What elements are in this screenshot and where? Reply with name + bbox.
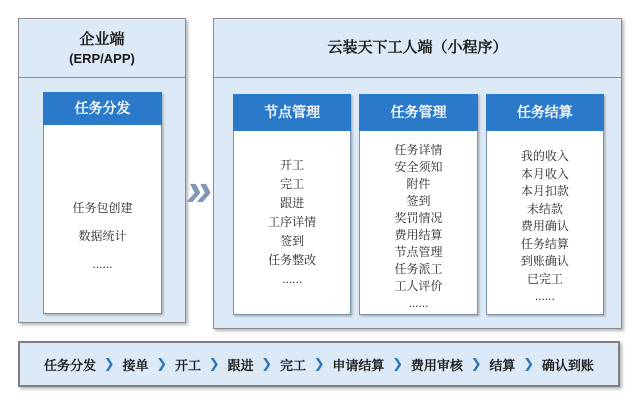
enterprise-title: 企业端 bbox=[79, 30, 125, 48]
module-columns bbox=[233, 94, 604, 315]
chevron-right-icon: ❯ bbox=[392, 356, 404, 371]
chevron-right-icon: ❯ bbox=[261, 356, 273, 371]
list-item: 开工 bbox=[280, 158, 305, 172]
list-item: 完工 bbox=[280, 177, 305, 191]
list-item: 节点管理 bbox=[394, 245, 443, 259]
enterprise-subtitle: (ERP/APP) bbox=[69, 50, 135, 66]
chevron-right-icon: ❯ bbox=[523, 356, 535, 371]
flow-step: 开工 bbox=[174, 357, 201, 373]
list-item: 任务包创建 bbox=[72, 201, 133, 215]
enterprise-panel-header bbox=[19, 19, 185, 78]
list-item: 任务结算 bbox=[520, 236, 569, 251]
task-dispatch-card-header: 任务分发 bbox=[43, 92, 162, 125]
task-dispatch-card bbox=[43, 92, 162, 314]
list-item: 签到 bbox=[406, 194, 431, 208]
flow-step: 完工 bbox=[279, 357, 306, 373]
list-item: 工人评价 bbox=[394, 279, 443, 293]
node-management-card bbox=[233, 94, 351, 315]
list-item: 任务派工 bbox=[394, 262, 443, 276]
list-item: 工序详情 bbox=[268, 215, 317, 229]
chevron-right-icon: ❯ bbox=[470, 356, 482, 371]
node-management-card-header: 节点管理 bbox=[233, 94, 351, 131]
list-item: ...... bbox=[92, 257, 113, 271]
double-chevron-icon: » bbox=[186, 163, 212, 215]
chevron-right-icon: ❯ bbox=[156, 356, 168, 371]
list-item: 数据统计 bbox=[78, 229, 127, 243]
flow-step: 费用审核 bbox=[410, 357, 463, 373]
list-item: 我的收入 bbox=[520, 149, 569, 163]
list-item: 任务详情 bbox=[394, 143, 443, 157]
chevron-right-icon: ❯ bbox=[313, 356, 325, 371]
task-management-card bbox=[359, 94, 477, 315]
list-item: 跟进 bbox=[280, 196, 305, 210]
list-item: 本月收入 bbox=[520, 166, 569, 181]
worker-panel-header bbox=[214, 19, 621, 78]
list-item: 已完工 bbox=[526, 271, 563, 286]
task-settlement-card-body bbox=[487, 130, 603, 314]
worker-title: 云装天下工人端（小程序） bbox=[327, 39, 508, 56]
list-item: 费用结算 bbox=[394, 228, 443, 242]
enterprise-panel bbox=[18, 18, 186, 323]
list-item: 签到 bbox=[280, 234, 305, 248]
task-dispatch-card-body bbox=[44, 124, 161, 313]
list-item: ...... bbox=[534, 289, 555, 303]
list-item: 未结款 bbox=[526, 201, 563, 216]
task-management-card-header: 任务管理 bbox=[359, 94, 477, 131]
chevron-right-icon: ❯ bbox=[103, 356, 115, 371]
list-item: 附件 bbox=[406, 177, 431, 191]
task-management-card-body bbox=[360, 130, 476, 314]
task-settlement-card-header: 任务结算 bbox=[486, 94, 604, 131]
node-management-card-body bbox=[234, 130, 350, 314]
process-flow-bar bbox=[18, 341, 620, 387]
chevron-right-icon: ❯ bbox=[208, 356, 220, 371]
list-item: 任务整改 bbox=[268, 253, 317, 267]
flow-step: 确认到账 bbox=[541, 357, 594, 373]
list-item: 奖罚情况 bbox=[394, 211, 443, 225]
flow-step: 跟进 bbox=[227, 357, 254, 373]
list-item: ...... bbox=[408, 296, 429, 310]
task-settlement-card bbox=[486, 94, 604, 315]
list-item: 费用确认 bbox=[520, 219, 569, 233]
flow-step: 结算 bbox=[489, 357, 516, 373]
flow-step: 任务分发 bbox=[44, 357, 97, 373]
list-item: ...... bbox=[282, 272, 303, 286]
list-item: 安全须知 bbox=[394, 160, 443, 174]
worker-panel bbox=[213, 18, 622, 329]
list-item: 本月扣款 bbox=[520, 184, 569, 198]
flow-step: 申请结算 bbox=[332, 357, 385, 373]
list-item: 到账确认 bbox=[520, 254, 569, 268]
flow-step: 接单 bbox=[122, 357, 149, 373]
